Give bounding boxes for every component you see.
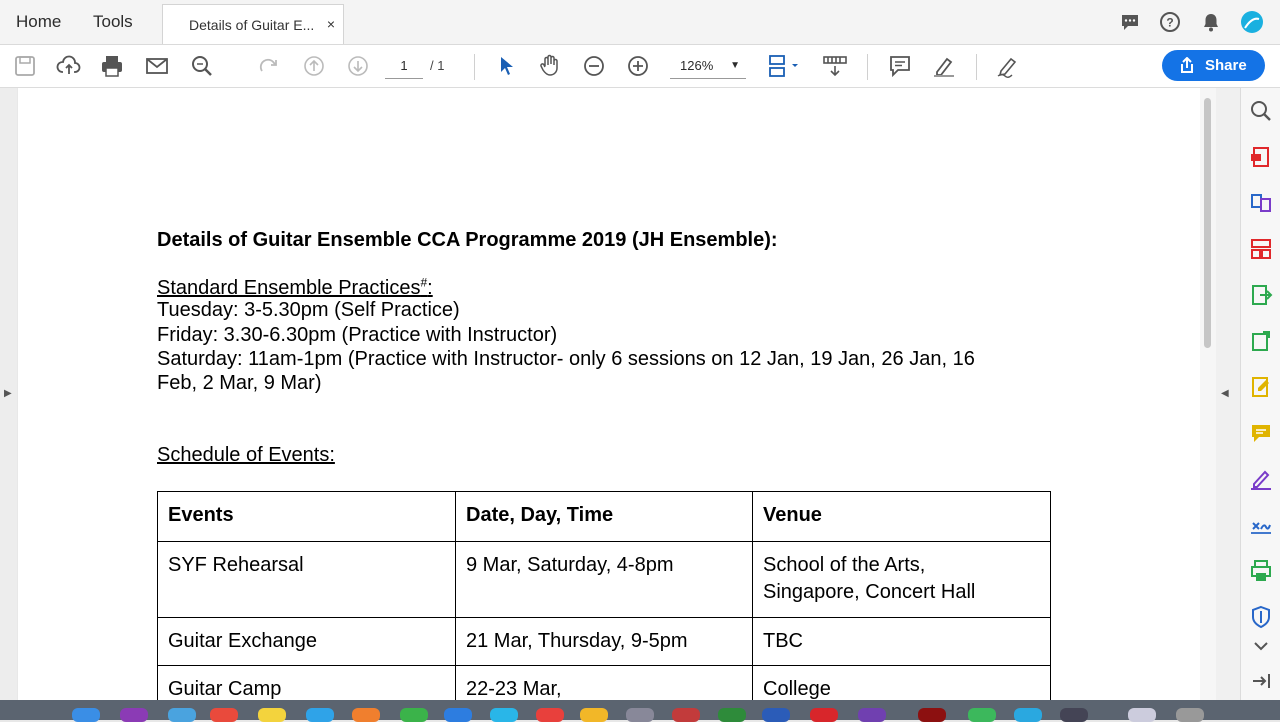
create-pdf-icon[interactable] xyxy=(1249,145,1273,169)
toolbar-divider xyxy=(867,54,868,80)
tab-close-icon[interactable]: × xyxy=(326,16,335,32)
next-page-icon[interactable] xyxy=(345,53,371,79)
upload-icon[interactable] xyxy=(56,53,82,79)
combine-icon[interactable] xyxy=(1249,191,1273,215)
left-panel-toggle[interactable] xyxy=(0,88,17,700)
fit-page-icon[interactable] xyxy=(766,53,802,79)
practices-heading-text: Standard Ensemble Practices xyxy=(157,276,421,299)
document-title: Details of Guitar Ensemble CCA Programme 2019 (JH Ensemble): xyxy=(157,229,778,251)
chat-icon[interactable] xyxy=(1119,11,1141,33)
search-zoom-icon[interactable] xyxy=(189,53,215,79)
table-cell: 22-23 Mar, xyxy=(456,666,753,701)
zoom-out-icon[interactable] xyxy=(581,53,607,79)
bell-icon[interactable] xyxy=(1200,11,1222,33)
page-total: / 1 xyxy=(430,58,445,73)
export-icon[interactable] xyxy=(1249,283,1273,307)
pdf-page xyxy=(18,88,1200,700)
practices-heading-line xyxy=(157,275,433,300)
practice-line: Saturday: 11am-1pm (Practice with Instructor- only 6 sessions on 12 Jan, 19 Jan, 26 Jan, 16 xyxy=(157,348,975,370)
right-panel-toggle[interactable] xyxy=(1216,88,1240,700)
practice-line: Tuesday: 3-5.30pm (Self Practice) xyxy=(157,299,460,321)
print-production-icon[interactable] xyxy=(1249,559,1273,583)
events-table xyxy=(157,491,1051,700)
share-button[interactable] xyxy=(1162,50,1265,81)
table-cell: Guitar Camp xyxy=(158,666,456,701)
protect-icon[interactable] xyxy=(1249,605,1273,629)
table-header-row xyxy=(158,492,1051,542)
collapse-icon[interactable] xyxy=(1249,634,1273,658)
vertical-scrollbar[interactable] xyxy=(1200,88,1216,700)
profile-icon[interactable] xyxy=(1241,11,1263,33)
share-icon xyxy=(1178,57,1196,74)
organize-icon[interactable] xyxy=(1249,237,1273,261)
table-cell: TBC xyxy=(753,618,1051,666)
save-icon[interactable] xyxy=(12,53,38,79)
table-row xyxy=(158,618,1051,666)
zoom-select[interactable] xyxy=(670,54,746,79)
practice-line: Friday: 3.30-6.30pm (Practice with Instructor) xyxy=(157,324,558,346)
practices-heading xyxy=(157,277,433,299)
table-cell: School of the Arts, Singapore, Concert Hall xyxy=(753,542,1051,618)
expand-left-icon[interactable]: ▶ xyxy=(4,388,12,399)
main-toolbar xyxy=(0,45,1280,88)
tools-pane xyxy=(1240,88,1280,700)
sign-icon[interactable] xyxy=(995,53,1021,79)
compress-icon[interactable] xyxy=(1249,329,1273,353)
toolbar-divider xyxy=(976,54,977,80)
comment-icon[interactable] xyxy=(1249,421,1273,445)
scroll-mode-icon[interactable] xyxy=(822,53,848,79)
table-cell: 9 Mar, Saturday, 4-8pm xyxy=(456,542,753,618)
search-icon[interactable] xyxy=(1249,99,1273,123)
hand-icon[interactable] xyxy=(537,53,563,79)
svg-text:?: ? xyxy=(1166,15,1174,30)
sign-icon[interactable] xyxy=(1249,513,1273,537)
table-cell: College xyxy=(753,666,1051,701)
highlight-icon[interactable] xyxy=(931,53,957,79)
prev-page-icon[interactable] xyxy=(301,53,327,79)
practices-footnote-mark: # xyxy=(420,275,428,289)
table-header: Venue xyxy=(753,492,1051,542)
edit-pdf-icon[interactable] xyxy=(1249,375,1273,399)
toolbar-divider xyxy=(474,54,475,80)
table-cell: SYF Rehearsal xyxy=(158,542,456,618)
help-icon[interactable] xyxy=(1159,11,1181,33)
top-bar xyxy=(0,0,1280,45)
table-header: Date, Day, Time xyxy=(456,492,753,542)
table-cell: Guitar Exchange xyxy=(158,618,456,666)
tab-title: Details of Guitar E... xyxy=(189,17,315,33)
share-label: Share xyxy=(1205,57,1247,74)
fill-sign-icon[interactable] xyxy=(1249,467,1273,491)
tools-nav[interactable]: Tools xyxy=(93,12,133,31)
table-row xyxy=(158,542,1051,618)
home-nav[interactable]: Home xyxy=(16,12,62,31)
table-header: Events xyxy=(158,492,456,542)
email-icon[interactable] xyxy=(144,53,170,79)
os-dock xyxy=(0,700,1280,720)
schedule-heading: Schedule of Events: xyxy=(157,444,335,466)
zoom-value: 126% xyxy=(680,58,714,73)
zoom-in-icon[interactable] xyxy=(625,53,651,79)
chevron-down-icon: ▼ xyxy=(730,60,740,71)
document-tab[interactable] xyxy=(162,4,344,44)
exit-icon[interactable] xyxy=(1249,669,1273,693)
redo-icon[interactable] xyxy=(256,53,282,79)
page-number-input[interactable]: 1 xyxy=(385,54,423,79)
practices-colon: : xyxy=(427,276,433,299)
table-cell: 21 Mar, Thursday, 9-5pm xyxy=(456,618,753,666)
scrollbar-thumb[interactable] xyxy=(1204,98,1211,348)
collapse-right-icon[interactable]: ◀ xyxy=(1221,388,1229,399)
comment-icon[interactable] xyxy=(887,53,913,79)
table-row xyxy=(158,666,1051,701)
select-icon[interactable] xyxy=(493,53,519,79)
practice-line: Feb, 2 Mar, 9 Mar) xyxy=(157,372,322,394)
print-icon[interactable] xyxy=(99,53,125,79)
